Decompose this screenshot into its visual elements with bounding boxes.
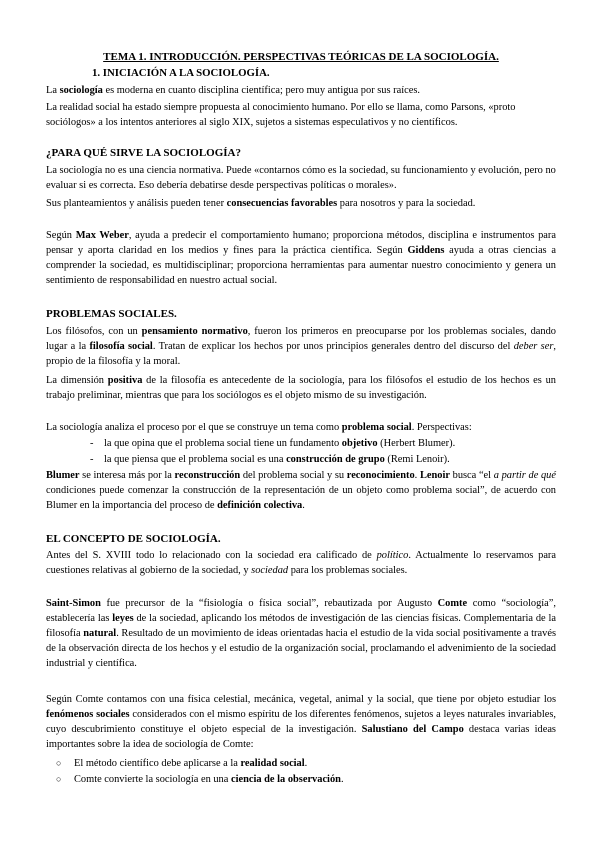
list-item: ○ Comte convierte la sociología en una ciencia de la observación. bbox=[56, 774, 344, 785]
paragraph: La realidad social ha estado siempre propuesta al conocimiento humano. Por ello se llama, como Parsons, «proto sociólogos» a los intentos anteriores al siglo XIX, sujetos a sistemas especulativos y no científicos. bbox=[46, 102, 516, 128]
paragraph: Según Comte contamos con una física celestial, mecánica, vegetal, animal y la social, que tiene por objeto estudiar los fenómenos sociales considerados con el mismo espíritu de los diferentes fenómenos, sujetos a leyes naturales invariables, cuyo descubrimiento constituye el objeto especial de la investigación. Salustiano del Campo destaca varias ideas importantes sobre la idea de sociología de Comte: bbox=[46, 694, 557, 750]
section-heading-iniciacion: 1. INICIACIÓN A LA SOCIOLOGÍA. bbox=[92, 67, 270, 79]
paragraph: Saint-Simon fue precursor de la “fisiología o física social”, rebautizada por Augusto Comte como “sociología”, establecería las leyes de la sociedad, aplicando los métodos de investigación de las ciencias físicas. Complementaria de la filosofía natural. Resultado de un movimiento de ideas orientadas hacia el estudio de la vida social positivamente a través de la observación directa de los hechos y el estudio de la organización social, proclamando el advenimiento de la sociedad industrial y científica. bbox=[46, 598, 556, 669]
circle-bullet-icon: ○ bbox=[56, 758, 62, 768]
paragraph: La sociología analiza el proceso por el que se construye un tema como problema social. Perspectivas: bbox=[46, 422, 472, 433]
section-heading-concepto: EL CONCEPTO DE SOCIOLOGÍA. bbox=[46, 533, 221, 545]
list-item: - la que opina que el problema social tiene un fundamento objetivo (Herbert Blumer). bbox=[90, 438, 456, 449]
list-item: - la que piensa que el problema social es una construcción de grupo (Remi Lenoir). bbox=[90, 454, 450, 465]
paragraph: Según Max Weber, ayuda a predecir el comportamiento humano; proporciona métodos, disciplina e instrumentos para pensar y aporta claridad en los medios y fines para la práctica científica. Según Giddens ayuda a otras ciencias a comprender la sociedad, es multidisciplinar; proporciona herramientas para aumentar nuestro conocimiento y genera un sentimiento de responsabilidad en nuestro actual social. bbox=[46, 230, 556, 286]
paragraph: La sociología no es una ciencia normativa. Puede «contarnos cómo es la sociedad, su funcionamiento y evolución, pero no evaluar si es correcta. Eso debería debatirse desde perspectivas políticas o morales». bbox=[46, 165, 556, 191]
section-heading-para-que: ¿PARA QUÉ SIRVE LA SOCIOLOGÍA? bbox=[46, 147, 242, 159]
paragraph: La dimensión positiva de la filosofía es antecedente de la sociología, para los filósofos el estudio de los hechos es un trabajo preliminar, mientras que para los sociólogos es el objeto mismo de su investigación. bbox=[46, 375, 556, 401]
paragraph: Sus planteamientos y análisis pueden tener consecuencias favorables para nosotros y para la sociedad. bbox=[46, 198, 476, 209]
page-title: TEMA 1. INTRODUCCIÓN. PERSPECTIVAS TEÓRICAS DE LA SOCIOLOGÍA. bbox=[103, 51, 499, 63]
paragraph: Blumer se interesa más por la reconstrucción del problema social y su reconocimiento. Lenoir busca “el a partir de qué condiciones puede comenzar la construcción de la representación de un objeto como problema social”, de acuerdo con Blumer en la importancia del proceso de definición colectiva. bbox=[46, 470, 556, 511]
paragraph: La sociología es moderna en cuanto disciplina científica; pero muy antigua por sus raíces. bbox=[46, 85, 420, 96]
paragraph: Los filósofos, con un pensamiento normativo, fueron los primeros en preocuparse por los problemas sociales, dando lugar a la filosofía social. Tratan de explicar los hechos por unos principios generales dentro del discurso del deber ser, propio de la filosofía y la moral. bbox=[46, 326, 556, 367]
section-heading-problemas: PROBLEMAS SOCIALES. bbox=[46, 308, 177, 320]
circle-bullet-icon: ○ bbox=[56, 774, 62, 784]
paragraph: Antes del S. XVIII todo lo relacionado con la sociedad era calificado de político. Actualmente lo reservamos para cuestiones relativas al gobierno de la sociedad, y sociedad para los problemas sociales. bbox=[46, 550, 556, 576]
list-item: ○ El método científico debe aplicarse a la realidad social. bbox=[56, 758, 308, 769]
